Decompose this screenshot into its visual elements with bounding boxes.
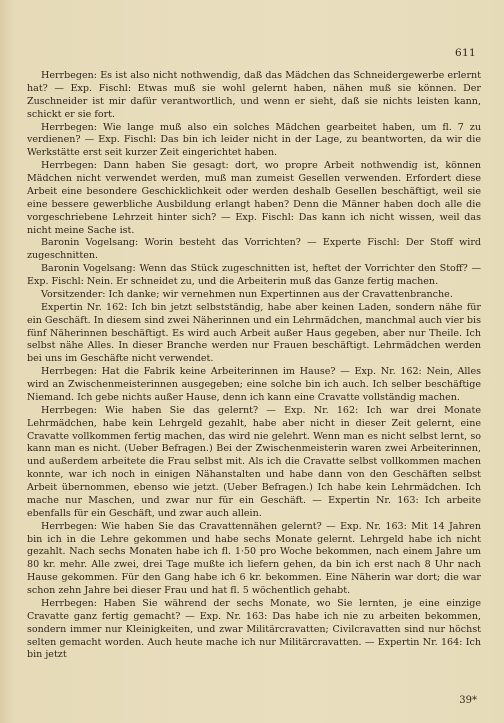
paragraph: Herrbegen: Haben Sie während der sechs Monate, wo Sie lernten, je eine einzige Cravatte ganz fertig gemacht? — Exp. Nr. 163: Das habe ich nie zu arbeiten bekommen, sondern immer nur Kleinigkeiten, und zwar Militärcravatten; Civilcravatten sind nur höchst selten gemacht worden. Auch heute mache ich nur Militärcravatten. — Expertin Nr. 164: Ich bin jetzt — [27, 597, 481, 661]
paragraph: Herrbegen: Wie lange muß also ein solches Mädchen gearbeitet haben, um fl. 7 zu verdienen? — Exp. Fischl: Das bin ich leider nicht in der Lage, zu beantworten, da wir die Werkstätte erst seit kurzer Zeit eingerichtet haben. — [27, 121, 481, 159]
paragraph: Herrbegen: Wie haben Sie das Cravattennähen gelernt? — Exp. Nr. 163: Mit 14 Jahren bin ich in die Lehre gekommen und habe sechs Monate gelernt. Lehrgeld habe ich nicht gezahlt. Nach sechs Monaten habe ich fl. 1·50 pro Woche bekommen, nach einem Jahre um 80 kr. mehr. Alle zwei, drei Tage mußte ich liefern gehen, da bin ich erst nach 8 Uhr nach Hause gekommen. Für den Gang habe ich 6 kr. bekommen. Eine Näherin war dort; die war schon zehn Jahre bei dieser Frau und hat fl. 5 wöchentlich gehabt. — [27, 520, 481, 596]
paragraph: Herrbegen: Wie haben Sie das gelernt? — Exp. Nr. 162: Ich war drei Monate Lehrmädchen, habe kein Lehrgeld gezahlt, habe aber nicht in dieser Zeit gelernt, eine Cravatte vollkommen fertig machen, das wird nie gelehrt. Wenn man es nicht selbst lernt, so kann man es nicht. (Ueber Befragen.) Bei der Zwischenmeisterin waren zwei Arbeiterinnen, und außerdem arbeitete die Frau selbst mit. Als ich die Cravatte selbst vollkommen machen konnte, war ich noch in einigen Nähanstalten und habe dann von den Geschäften selbst Arbeit übernommen, ebenso wie jetzt. (Ueber Befragen.) Ich habe kein Lehrmädchen. Ich mache nur Maschen, und zwar nur für ein Geschäft. — Expertin Nr. 163: Ich arbeite ebenfalls für ein Geschäft, und zwar auch allein. — [27, 404, 481, 519]
page-body — [27, 70, 481, 662]
page-number: 611 — [455, 47, 476, 59]
paragraph: Vorsitzender: Ich danke; wir vernehmen nun Expertinnen aus der Cravattenbranche. — [41, 288, 453, 300]
paragraph: Herrbegen: Hat die Fabrik keine Arbeiterinnen im Hause? — Exp. Nr. 162: Nein, Alles wird an Zwischenmeisterinnen ausgegeben; eine solche bin ich auch. Ich selber beschäftige Niemand. Ich gebe nichts außer Hause, denn ich kann eine Cravatte vollständig machen. — [27, 366, 481, 403]
paragraph: Baronin Vogelsang: Worin besteht das Vorrichten? — Experte Fischl: Der Stoff wird zugeschnitten. — [27, 237, 481, 262]
paragraph: Herrbegen: Dann haben Sie gesagt: dort, wo propre Arbeit nothwendig ist, können Mädchen nicht verwendet werden, muß man zumeist Gesellen verwenden. Erfordert diese Arbeit eine besondere Geschicklichkeit oder werden deshalb Gesellen beschäftigt, weil sie eine bessere gewerbliche Ausbildung erlangt haben? Denn die Männer haben doch alle die vorgeschriebene Lehrzeit hinter sich? — Exp. Fischl: Das kann ich nicht wissen, weil das nicht meine Sache ist. — [27, 160, 481, 236]
paragraph: Expertin Nr. 162: Ich bin jetzt selbstständig, habe aber keinen Laden, sondern nähe für ein Geschäft. In diesem sind zwei Näherinnen und ein Lehrmädchen, manchmal auch vier bis fünf Näherinnen beschäftigt. Es wird auch Arbeit außer Haus gegeben, aber nur Theile. Ich selbst nähe Alles. In dieser Branche werden nur Frauen beschäftigt. Lehrmädchen werden bei uns im Geschäfte nicht verwendet. — [27, 301, 481, 365]
paragraph: Herrbegen: Es ist also nicht nothwendig, daß das Mädchen das Schneidergewerbe erlernt hat? — Exp. Fischl: Etwas muß sie wohl gelernt haben, nähen muß sie können. Der Zuschneider ist mir dafür verantwortlich, und wenn er sieht, daß sie nichts leisten kann, schickt er sie fort. — [27, 70, 481, 120]
sheet-signature: 39* — [459, 695, 477, 706]
paragraph: Baronin Vogelsang: Wenn das Stück zugeschnitten ist, heftet der Vorrichter den Stoff? — Exp. Fischl: Nein. Er schneidet zu, und die Arbeiterin muß das Ganze fertig machen. — [27, 263, 481, 287]
